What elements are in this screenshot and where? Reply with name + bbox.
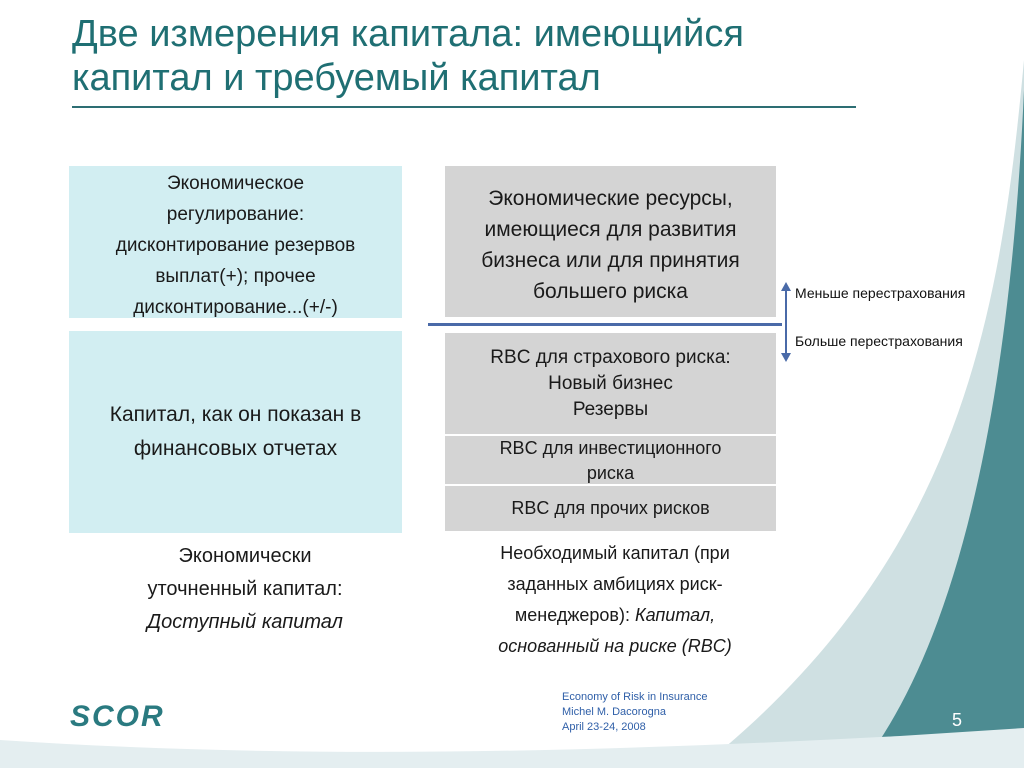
caption-line: Доступный капитал (147, 611, 343, 633)
box-text-line: выплат(+); прочее (155, 266, 316, 287)
footer-line: April 23-24, 2008 (562, 721, 646, 733)
rbc-insurance-risk-box (445, 333, 776, 434)
box-text-line: дисконтирование резервов (115, 235, 356, 256)
title-line: Две измерения капитала: имеющийся (72, 13, 744, 55)
reinsurance-double-arrow-icon (776, 282, 796, 362)
footer-info (562, 690, 708, 735)
economic-resources-box (445, 166, 776, 317)
box-text-line: регулирование: (166, 204, 305, 225)
logo-text: SCOR (70, 700, 165, 730)
financial-statement-capital-box (69, 331, 402, 533)
caption-line: заданных амбициях риск- (507, 574, 723, 594)
box-text-line: финансовых отчетах (133, 437, 338, 460)
more-reinsurance-label: Больше перестрахования (795, 333, 963, 349)
less-reinsurance-label: Меньше перестрахования (795, 285, 966, 301)
box-text-line: риска (586, 463, 635, 483)
title-underline (72, 106, 856, 108)
economic-regulation-box (69, 166, 402, 318)
rbc-other-risks-box (445, 486, 776, 531)
box-text-line: RBC для страхового риска: (490, 347, 731, 368)
box-text-line: дисконтирование...(+/-) (133, 297, 338, 318)
reinsurance-divider-line (428, 323, 782, 326)
box-text-line: RBC для инвестиционного (499, 438, 722, 458)
footer-line: Economy of Risk in Insurance (562, 691, 708, 703)
box-text-line: большего риска (533, 280, 688, 303)
required-capital-caption (440, 538, 790, 662)
footer-line: Michel M. Dacorogna (562, 706, 666, 718)
caption-line: основанный на риске (RBC) (498, 636, 732, 656)
box-text-line: Экономические ресурсы, (488, 187, 733, 210)
caption-line: уточненный капитал: (147, 578, 343, 600)
box-text-line: RBC для прочих рисков (511, 498, 710, 518)
caption-line (440, 600, 790, 631)
title-line: капитал и требуемый капитал (72, 57, 601, 99)
box-text-line: Резервы (572, 399, 649, 420)
available-capital-caption (80, 540, 410, 639)
caption-segment: менеджеров): (514, 605, 635, 625)
scor-logo (70, 700, 200, 730)
box-text-line: Капитал, как он показан в (109, 403, 362, 426)
caption-line: Необходимый капитал (при (500, 543, 730, 563)
box-text-line: имеющиеся для развития (484, 218, 737, 241)
slide-title (72, 12, 932, 100)
caption-segment: Капитал, (634, 605, 716, 625)
rbc-investment-risk-box (445, 436, 776, 484)
box-text-line: Новый бизнес (548, 373, 673, 394)
page-number: 5 (952, 710, 963, 730)
box-text-line: Экономическое (166, 173, 305, 194)
caption-line: Экономически (178, 545, 312, 567)
box-text-line: бизнеса или для принятия (481, 249, 740, 272)
